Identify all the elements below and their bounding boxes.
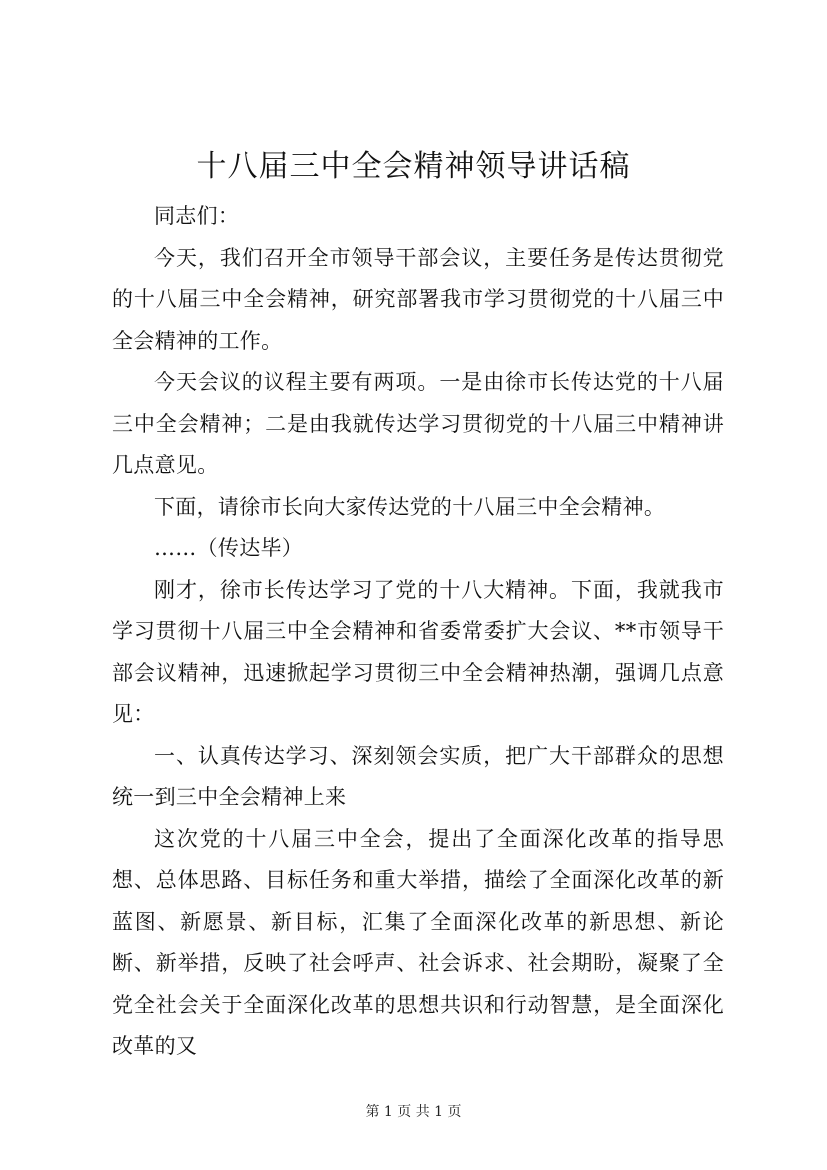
page-footer: 第 1 页 共 1 页: [365, 1104, 462, 1120]
document-title: 十八届三中全会精神领导讲话稿: [196, 149, 631, 184]
paragraph-salutation: 同志们：: [154, 204, 240, 228]
section-heading: 一、认真传达学习、深刻领会实质，把广大干部群众的思想统一到三中全会精神上来: [112, 743, 724, 809]
paragraph: 今天会议的议程主要有两项。一是由徐市长传达党的十八届三中全会精神；二是由我就传达学习贯彻党的十八届三中精神讲几点意见。: [112, 370, 724, 477]
paragraph: 今天，我们召开全市领导干部会议，主要任务是传达贯彻党的十八届三中全会精神，研究部署我市学习贯彻党的十八届三中全会精神的工作。: [112, 245, 724, 353]
paragraph: 这次党的十八届三中全会，提出了全面深化改革的指导思想、总体思路、目标任务和重大举措，描绘了全面深化改革的新蓝图、新愿景、新目标，汇集了全面深化改革的新思想、新论断、新举措，反映了社会呼声、社会诉求、社会期盼，凝聚了全党全社会关于全面深化改革的思想共识和行动智慧，是全面深化改革的又: [112, 826, 724, 1058]
paragraph: 下面，请徐市长向大家传达党的十八届三中全会精神。: [154, 494, 666, 519]
paragraph: 刚才，徐市长传达学习了党的十八大精神。下面，我就我市学习贯彻十八届三中全会精神和省委常委扩大会议、**市领导干部会议精神，迅速掀起学习贯彻三中全会精神热潮，强调几点意见：: [112, 577, 724, 726]
document-body: [112, 196, 724, 1068]
paragraph: ……（传达毕）: [154, 536, 304, 560]
